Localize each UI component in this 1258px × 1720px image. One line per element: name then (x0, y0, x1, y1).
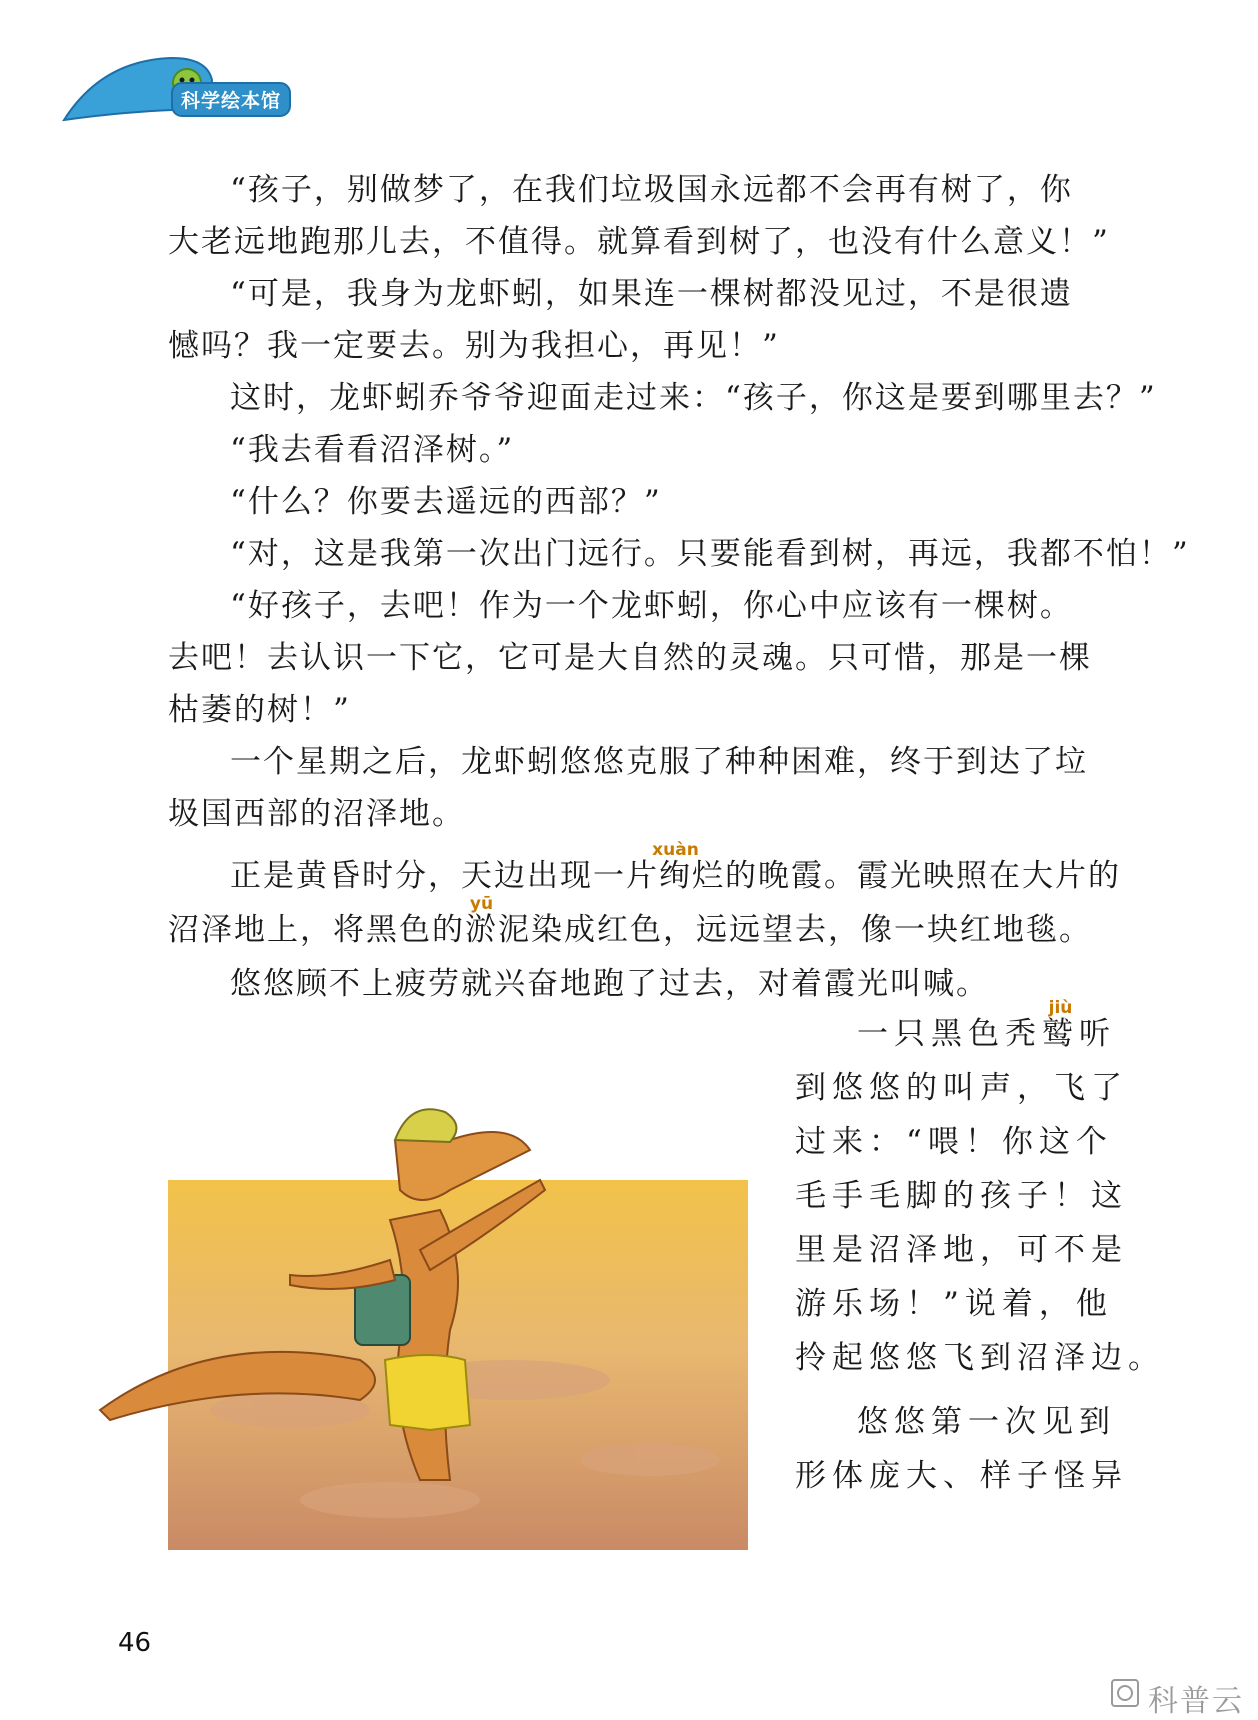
text-line: 悠悠第一次见到 (857, 1404, 1116, 1440)
text-line: 到悠悠的叫声，飞了 (795, 1070, 1128, 1106)
text-line: 大老远地跑那儿去，不值得。就算看到树了，也没有什么意义！” (168, 224, 1110, 260)
text-line: 一只黑色秃 jiù 鹫听 (857, 1014, 1116, 1054)
page-number: 46 (118, 1628, 152, 1658)
text-line: 毛手毛脚的孩子！这 (795, 1178, 1128, 1214)
ruby-character: xuàn 绚 (659, 856, 692, 896)
text-line: 过来：“喂！你这个 (795, 1124, 1113, 1160)
text-line: “好孩子，去吧！作为一个龙虾蚓，你心中应该有一棵树。 (230, 588, 1073, 624)
text-line: “可是，我身为龙虾蚓，如果连一棵树都没见过，不是很遗 (230, 276, 1073, 312)
text-line: 沼泽地上，将黑色的 yū 淤泥染成红色，远远望去，像一块红地毯。 (168, 910, 1092, 950)
series-title: 科学绘本馆 (171, 82, 291, 117)
text-line: 这时，龙虾蚓乔爷爷迎面走过来：“孩子，你这是要到哪里去？” (230, 380, 1157, 416)
text-line: 圾国西部的沼泽地。 (168, 796, 465, 832)
text-line: 悠悠顾不上疲劳就兴奋地跑了过去，对着霞光叫喊。 (230, 966, 989, 1002)
ruby-character: yū 淤 (465, 910, 498, 950)
pinyin-annotation: jiù (1048, 998, 1073, 1018)
text-line: “什么？你要去遥远的西部？” (230, 484, 662, 520)
text-line: 正是黄昏时分，天边出现一片 xuàn 绚烂的晚霞。霞光映照在大片的 (230, 856, 1121, 896)
text-line: 拎起悠悠飞到沼泽边。 (795, 1340, 1165, 1376)
text-line: 一个星期之后，龙虾蚓悠悠克服了种种困难，终于到达了垃 (230, 744, 1088, 780)
text-line: “我去看看沼泽树。” (230, 432, 515, 468)
text-line: 去吧！去认识一下它，它可是大自然的灵魂。只可惜，那是一棵 (168, 640, 1092, 676)
text-line: “孩子，别做梦了，在我们垃圾国永远都不会再有树了，你 (230, 172, 1073, 208)
ruby-character: jiù 鹫 (1042, 1014, 1079, 1054)
pinyin-annotation: yū (469, 894, 494, 914)
text-line: 憾吗？我一定要去。别为我担心，再见！” (168, 328, 780, 364)
text-line: “对，这是我第一次出门远行。只要能看到树，再远，我都不怕！” (230, 536, 1190, 572)
pinyin-annotation: xuàn (652, 840, 699, 860)
text-line: 枯萎的树！” (168, 692, 351, 728)
text-line: 里是沼泽地，可不是 (795, 1232, 1128, 1268)
watermark-text: 科普云 (1148, 1684, 1244, 1719)
text-line: 形体庞大、样子怪异 (795, 1458, 1128, 1494)
story-illustration (90, 1080, 750, 1550)
text-line: 游乐场！”说着，他 (795, 1286, 1113, 1322)
